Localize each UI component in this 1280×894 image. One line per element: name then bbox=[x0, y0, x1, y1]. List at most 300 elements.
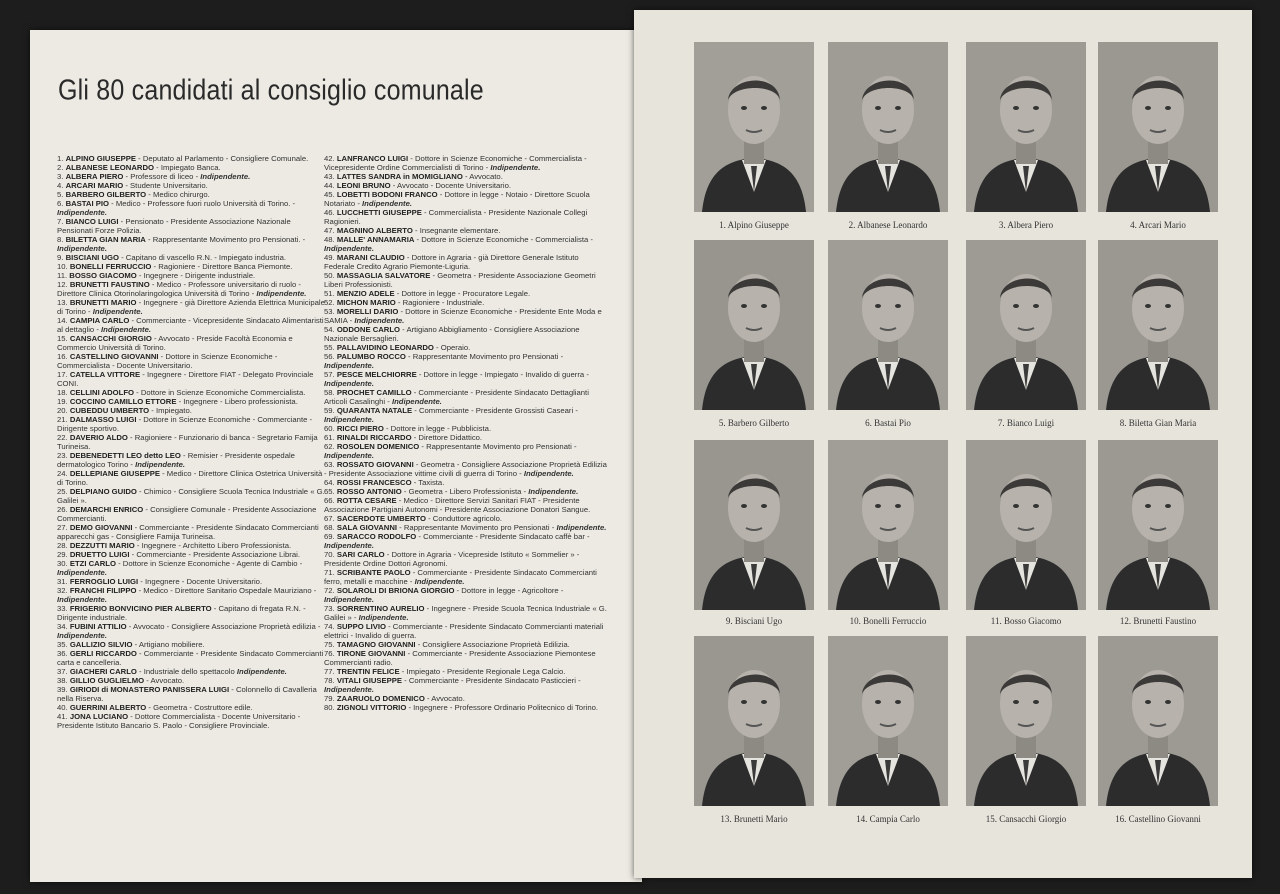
candidate-description: - Avvocato - Docente Universitario. bbox=[390, 181, 511, 190]
candidate-description: - Commerciante - Presidente Sindacato Pasticcieri - bbox=[402, 676, 581, 685]
candidate-entry bbox=[57, 712, 325, 730]
candidate-number: 14. bbox=[57, 316, 70, 325]
candidate-description: - Colonnello di Cavalleria nella Riserva. bbox=[57, 685, 317, 703]
portrait-caption: 16. Castellino Giovanni bbox=[1115, 814, 1201, 824]
candidate-description: - Geometra - Consigliere Associazione Proprietà Edilizia - Presidente Associazione vittime civili di guerra di Torino - bbox=[324, 460, 607, 478]
candidate-entry bbox=[57, 685, 325, 703]
candidate-entry bbox=[324, 343, 608, 352]
candidate-entry bbox=[324, 352, 608, 370]
candidate-entry bbox=[57, 172, 325, 181]
candidate-entry bbox=[57, 316, 325, 334]
candidate-description: - Dottore in Scienze Economiche - Commerciante - Dirigente sportivo. bbox=[57, 415, 313, 433]
candidate-entry bbox=[57, 415, 325, 433]
candidate-number: 47. bbox=[324, 226, 337, 235]
candidate-entry bbox=[57, 271, 325, 280]
candidate-number: 40. bbox=[57, 703, 70, 712]
candidate-entry bbox=[324, 181, 608, 190]
candidate-number: 23. bbox=[57, 451, 70, 460]
candidate-number: 4. bbox=[57, 181, 66, 190]
portrait-photo bbox=[828, 240, 948, 410]
candidate-entry bbox=[324, 568, 608, 586]
candidate-number: 49. bbox=[324, 253, 337, 262]
candidate-description: - Chimico - Consigliere Scuola Tecnica Industriale « G. Galilei ». bbox=[57, 487, 325, 505]
portrait-photo bbox=[694, 42, 814, 212]
candidate-entry bbox=[324, 253, 608, 271]
portrait-photo bbox=[1098, 440, 1218, 610]
candidate-description: - Consigliere Associazione Proprietà Edilizia. bbox=[415, 640, 570, 649]
candidate-name: DEZZUTTI MARIO bbox=[69, 541, 135, 550]
portrait-caption: 2. Albanese Leonardo bbox=[848, 220, 928, 230]
independent-label: Indipendente. bbox=[324, 541, 374, 550]
candidate-name: BARBERO GILBERTO bbox=[65, 190, 147, 199]
candidate-entry bbox=[57, 334, 325, 352]
candidate-number: 10. bbox=[57, 262, 70, 271]
candidate-number: 64. bbox=[324, 478, 337, 487]
candidate-description: - Ingegnere - Docente Universitario. bbox=[138, 577, 263, 586]
candidate-number: 3. bbox=[57, 172, 66, 181]
candidate-description: - Geometra - Presidente Associazione Geometri Liberi Professionisti. bbox=[324, 271, 596, 289]
candidate-description: - Dottore in legge - Impiegato - Invalido di guerra - bbox=[416, 370, 589, 379]
candidate-description: - Commerciante - Presidente Sindacato caffè bar - bbox=[416, 532, 590, 541]
candidate-portrait bbox=[1098, 42, 1218, 234]
candidate-entry bbox=[324, 235, 608, 253]
candidate-entry bbox=[324, 325, 608, 343]
portrait-caption: 4. Arcari Mario bbox=[1130, 220, 1186, 230]
candidate-portrait bbox=[828, 636, 948, 828]
independent-label: Indipendente. bbox=[324, 451, 374, 460]
candidate-entry bbox=[57, 253, 325, 262]
candidate-name: DELPIANO GUIDO bbox=[69, 487, 137, 496]
candidate-description: - Ingegnere - Dirigente industriale. bbox=[136, 271, 256, 280]
candidate-name: CUBEDDU UMBERTO bbox=[69, 406, 150, 415]
candidate-entry bbox=[324, 433, 608, 442]
candidate-name: BASTAI PIO bbox=[65, 199, 109, 208]
candidate-number: 56. bbox=[324, 352, 337, 361]
candidate-number: 1. bbox=[57, 154, 66, 163]
candidate-name: GIACHERI CARLO bbox=[69, 667, 137, 676]
candidate-portrait bbox=[828, 42, 948, 234]
candidate-name: COCCINO CAMILLO ETTORE bbox=[69, 397, 177, 406]
portrait-caption: 15. Cansacchi Giorgio bbox=[985, 814, 1067, 824]
candidate-name: CAMPIA CARLO bbox=[69, 316, 130, 325]
candidate-name: CANSACCHI GIORGIO bbox=[69, 334, 152, 343]
candidate-number: 27. bbox=[57, 523, 70, 532]
portrait-photo bbox=[694, 440, 814, 610]
candidate-entry bbox=[324, 550, 608, 568]
candidate-description: - Commerciante - Presidente Sindacato Dettaglianti Articoli Casalinghi - bbox=[324, 388, 589, 406]
candidate-description: - Impiegato - Presidente Regionale Lega Calcio. bbox=[399, 667, 566, 676]
candidate-number: 52. bbox=[324, 298, 337, 307]
candidate-number: 30. bbox=[57, 559, 70, 568]
candidate-description: - Dottore in Scienze Economiche - Commercialista - Vicepresidente Ordine Commercialisti di Torino - bbox=[324, 154, 587, 172]
candidate-entry bbox=[324, 226, 608, 235]
independent-label: Indipendente. bbox=[57, 244, 107, 253]
candidate-name: MARANI CLAUDIO bbox=[336, 253, 405, 262]
candidate-description: - Medico chirurgo. bbox=[146, 190, 210, 199]
candidate-entry bbox=[57, 469, 325, 487]
candidate-name: ROSSI FRANCESCO bbox=[336, 478, 412, 487]
portrait-photo bbox=[966, 440, 1086, 610]
candidate-entry bbox=[324, 442, 608, 460]
page-title: Gli 80 candidati al consiglio comunale bbox=[58, 74, 484, 107]
independent-label: Indipendente. bbox=[135, 460, 186, 469]
candidate-description: - Avvocato. bbox=[462, 172, 503, 181]
candidate-name: ROTTA CESARE bbox=[336, 496, 397, 505]
candidate-description: - Insegnante elementare. bbox=[412, 226, 501, 235]
candidate-entry bbox=[57, 667, 325, 676]
portrait-photo bbox=[1098, 240, 1218, 410]
portrait-photo bbox=[694, 636, 814, 806]
independent-label: Indipendente. bbox=[256, 289, 307, 298]
independent-label: Indipendente. bbox=[101, 325, 151, 334]
candidate-entry bbox=[324, 649, 608, 667]
portrait-caption: 8. Biletta Gian Maria bbox=[1119, 418, 1197, 428]
candidate-description: - Medico - Direttore Servizi Sanitari FIAT - Presidente Associazione Partigiani Autonomi - Presidente Associazione Donatori Sangue. bbox=[324, 496, 591, 514]
candidate-portrait bbox=[1098, 636, 1218, 828]
candidate-name: DALMASSO LUIGI bbox=[69, 415, 137, 424]
candidate-entry bbox=[57, 703, 325, 712]
candidate-entry bbox=[57, 406, 325, 415]
candidate-description: - Ingegnere - Preside Scuola Tecnica Industriale « G. Galilei » - bbox=[324, 604, 607, 622]
candidate-description: - Dottore in Scienze Economiche - Commercialista - Docente Universitario. bbox=[57, 352, 278, 370]
candidate-portrait bbox=[694, 240, 814, 432]
portrait-photo bbox=[966, 240, 1086, 410]
candidate-name: ALPINO GIUSEPPE bbox=[65, 154, 137, 163]
candidate-name: ZAARUOLO DOMENICO bbox=[336, 694, 425, 703]
candidate-name: GUERRINI ALBERTO bbox=[69, 703, 147, 712]
candidate-name: SALA GIOVANNI bbox=[336, 523, 398, 532]
candidate-name: FRIGERIO BONVICINO PIER ALBERTO bbox=[69, 604, 212, 613]
portrait-caption: 10. Bonelli Ferruccio bbox=[849, 616, 927, 626]
candidate-name: FRANCHI FILIPPO bbox=[69, 586, 137, 595]
candidate-entry bbox=[324, 172, 608, 181]
candidate-name: MALLE' ANNAMARIA bbox=[336, 235, 415, 244]
candidate-number: 75. bbox=[324, 640, 337, 649]
candidate-number: 67. bbox=[324, 514, 337, 523]
independent-label: Indipendente. bbox=[57, 568, 107, 577]
candidate-number: 2. bbox=[57, 163, 66, 172]
candidate-number: 62. bbox=[324, 442, 337, 451]
candidate-name: BISCIANI UGO bbox=[65, 253, 119, 262]
candidate-name: ROSSO ANTONIO bbox=[336, 487, 402, 496]
candidate-name: QUARANTA NATALE bbox=[336, 406, 413, 415]
candidate-name: PALLAVIDINO LEONARDO bbox=[336, 343, 434, 352]
portrait-caption: 13. Brunetti Mario bbox=[720, 814, 788, 824]
candidate-entry bbox=[324, 640, 608, 649]
candidate-name: DELLEPIANE GIUSEPPE bbox=[69, 469, 160, 478]
candidate-entry bbox=[57, 622, 325, 640]
candidate-name: BRUNETTI FAUSTINO bbox=[69, 280, 150, 289]
candidate-entry bbox=[57, 262, 325, 271]
candidate-entry bbox=[324, 289, 608, 298]
candidate-number: 59. bbox=[324, 406, 337, 415]
candidate-description: - Commercialista - Presidente Nazionale Collegi Ragionieri. bbox=[324, 208, 588, 226]
candidate-name: MICHON MARIO bbox=[336, 298, 396, 307]
portrait-caption: 7. Bianco Luigi bbox=[997, 418, 1055, 428]
candidate-name: SORRENTINO AURELIO bbox=[336, 604, 425, 613]
candidate-description: - Remisier - Presidente ospedale dermatologico Torino - bbox=[57, 451, 295, 469]
candidate-entry bbox=[324, 190, 608, 208]
candidate-portrait bbox=[828, 440, 948, 630]
candidate-number: 50. bbox=[324, 271, 337, 280]
candidate-number: 33. bbox=[57, 604, 70, 613]
candidate-portrait bbox=[694, 636, 814, 828]
candidate-name: LEONI BRUNO bbox=[336, 181, 391, 190]
candidate-name: GIRIODI di MONASTERO PANISSERA LUIGI bbox=[69, 685, 230, 694]
candidate-number: 80. bbox=[324, 703, 337, 712]
candidate-name: PROCHET CAMILLO bbox=[336, 388, 412, 397]
candidate-number: 60. bbox=[324, 424, 337, 433]
candidate-name: DEMO GIOVANNI bbox=[69, 523, 133, 532]
candidate-description: - Avvocato. bbox=[424, 694, 465, 703]
candidate-description: - Commerciante - Presidente Sindacato Commercianti materiali elettrici - Invalido di guerra. bbox=[324, 622, 604, 640]
candidate-name: LOBETTI BODONI FRANCO bbox=[336, 190, 438, 199]
candidate-name: JONA LUCIANO bbox=[69, 712, 129, 721]
candidate-name: GALLIZIO SILVIO bbox=[69, 640, 133, 649]
candidate-number: 45. bbox=[324, 190, 337, 199]
candidate-number: 31. bbox=[57, 577, 70, 586]
candidate-number: 79. bbox=[324, 694, 337, 703]
candidate-entry bbox=[324, 478, 608, 487]
candidate-number: 8. bbox=[57, 235, 66, 244]
candidate-description: - Medico - Professore fuori ruolo Università di Torino. - bbox=[108, 199, 296, 208]
independent-label: Indipendente. bbox=[391, 397, 442, 406]
candidate-entry bbox=[57, 280, 325, 298]
candidate-description: - Capitano di vascello R.N. - Impiegato industria. bbox=[118, 253, 287, 262]
candidate-entry bbox=[324, 154, 608, 172]
candidate-number: 58. bbox=[324, 388, 337, 397]
candidate-name: SARACCO RODOLFO bbox=[336, 532, 417, 541]
candidate-number: 21. bbox=[57, 415, 70, 424]
candidate-number: 18. bbox=[57, 388, 70, 397]
independent-label: Indipendente. bbox=[236, 667, 287, 676]
candidate-number: 73. bbox=[324, 604, 337, 613]
candidate-name: ARCARI MARIO bbox=[65, 181, 124, 190]
candidate-number: 22. bbox=[57, 433, 70, 442]
candidate-name: DRUETTO LUIGI bbox=[69, 550, 130, 559]
candidate-name: LANFRANCO LUIGI bbox=[336, 154, 409, 163]
candidate-entry bbox=[324, 604, 608, 622]
candidate-entry bbox=[324, 460, 608, 478]
independent-label: Indipendente. bbox=[362, 199, 412, 208]
candidate-number: 15. bbox=[57, 334, 70, 343]
candidate-description: - Ragioniere - Direttore Banca Piemonte. bbox=[151, 262, 293, 271]
portrait-photo bbox=[966, 636, 1086, 806]
candidate-number: 32. bbox=[57, 586, 70, 595]
candidate-list-left bbox=[57, 154, 325, 730]
candidate-number: 55. bbox=[324, 343, 337, 352]
candidate-name: ETZI CARLO bbox=[69, 559, 116, 568]
candidate-number: 37. bbox=[57, 667, 70, 676]
candidate-number: 57. bbox=[324, 370, 337, 379]
candidate-name: CELLINI ADOLFO bbox=[69, 388, 135, 397]
candidate-description: - Rappresentante Movimento pro Pensionati. - bbox=[145, 235, 306, 244]
candidate-description: - Medico - Professore universitario di ruolo - Direttore Clinica Otorinolaringologica Università di Torino - bbox=[57, 280, 301, 298]
portrait-photo bbox=[828, 636, 948, 806]
portrait-caption: 12. Brunetti Faustino bbox=[1119, 616, 1197, 626]
candidate-number: 65. bbox=[324, 487, 337, 496]
candidate-entry bbox=[57, 199, 325, 217]
independent-label: Indipendente. bbox=[324, 244, 374, 253]
candidate-number: 12. bbox=[57, 280, 70, 289]
candidate-description: - Impiegato Banca. bbox=[153, 163, 221, 172]
independent-label: Indipendente. bbox=[57, 595, 107, 604]
candidate-entry bbox=[324, 532, 608, 550]
candidate-portrait bbox=[828, 240, 948, 432]
candidate-name: MENZIO ADELE bbox=[336, 289, 395, 298]
candidate-description: - Ragioniere - Funzionario di banca - Segretario Famija Turineisa. bbox=[57, 433, 318, 451]
candidate-entry bbox=[57, 649, 325, 667]
candidate-name: CASTELLINO GIOVANNI bbox=[69, 352, 159, 361]
candidate-name: BILETTA GIAN MARIA bbox=[65, 235, 146, 244]
candidate-number: 42. bbox=[324, 154, 337, 163]
candidate-name: ZIGNOLI VITTORIO bbox=[336, 703, 407, 712]
candidate-portrait bbox=[966, 440, 1086, 630]
candidate-description: - Taxista. bbox=[411, 478, 445, 487]
candidate-description: - Dottore in Scienze Economiche - Presidente Ente Moda e SAMIA - bbox=[324, 307, 602, 325]
candidate-description: - Ragioniere - Industriale. bbox=[395, 298, 485, 307]
candidate-description: - Direttore Didattico. bbox=[411, 433, 483, 442]
candidate-description: - Ingegnere - Libero professionista. bbox=[176, 397, 298, 406]
candidate-entry bbox=[57, 181, 325, 190]
candidate-description: - Impiegato. bbox=[149, 406, 192, 415]
independent-label: Indipendente. bbox=[354, 316, 405, 325]
candidate-number: 48. bbox=[324, 235, 337, 244]
candidate-name: ALBERA PIERO bbox=[65, 172, 124, 181]
candidate-number: 72. bbox=[324, 586, 337, 595]
candidate-entry bbox=[57, 451, 325, 469]
candidate-number: 53. bbox=[324, 307, 337, 316]
candidate-number: 11. bbox=[57, 271, 70, 280]
candidate-description: - Dottore in Scienze Economiche - Commercialista - bbox=[414, 235, 593, 244]
candidate-description: - Consigliere Comunale - Presidente Associazione Commercianti. bbox=[57, 505, 317, 523]
candidate-description: - Commerciante - Vicepresidente Sindacato Alimentaristi al dettaglio - bbox=[57, 316, 324, 334]
candidate-number: 26. bbox=[57, 505, 70, 514]
candidate-number: 9. bbox=[57, 253, 66, 262]
candidate-entry bbox=[324, 370, 608, 388]
independent-label: Indipendente. bbox=[57, 631, 107, 640]
candidate-name: SOLAROLI DI BRIONA GIORGIO bbox=[336, 586, 455, 595]
candidate-name: VITALI GIUSEPPE bbox=[336, 676, 403, 685]
candidate-list-right bbox=[324, 154, 608, 712]
candidate-number: 61. bbox=[324, 433, 337, 442]
candidate-name: PALUMBO ROCCO bbox=[336, 352, 406, 361]
candidate-entry bbox=[57, 523, 325, 541]
candidate-name: BRUNETTI MARIO bbox=[69, 298, 137, 307]
candidate-description: - Avvocato - Consigliere Associazione Proprietà edilizia - bbox=[126, 622, 321, 631]
candidate-name: FERROGLIO LUIGI bbox=[69, 577, 139, 586]
candidate-name: SUPPO LIVIO bbox=[336, 622, 386, 631]
candidate-entry bbox=[324, 676, 608, 694]
candidate-description: - Dottore in legge - Procuratore Legale. bbox=[394, 289, 531, 298]
candidate-number: 43. bbox=[324, 172, 337, 181]
candidate-entry bbox=[57, 505, 325, 523]
candidate-description: - Dottore in legge - Pubblicista. bbox=[383, 424, 492, 433]
candidate-description: - Artigiano Abbigliamento - Consigliere Associazione Nazionale Bersaglieri. bbox=[324, 325, 580, 343]
candidate-number: 70. bbox=[324, 550, 337, 559]
candidate-description: - Ingegnere - Architetto Libero Professionista. bbox=[134, 541, 292, 550]
candidate-description: - Dottore in Agraria - Vicepreside Istituto « Sommelier » - Presidente Ordine Dottori Agronomi. bbox=[324, 550, 580, 568]
candidate-description: - Commerciante - Presidente Associazione Piemontese Commercianti radio. bbox=[324, 649, 596, 667]
portrait-photo bbox=[966, 42, 1086, 212]
candidate-description: - Dottore in Scienze Economiche - Agente di Cambio - bbox=[115, 559, 303, 568]
candidate-name: CATELLA VITTORE bbox=[69, 370, 141, 379]
candidate-description: - Artigiano mobiliere. bbox=[132, 640, 205, 649]
candidate-entry bbox=[57, 235, 325, 253]
candidate-name: RICCI PIERO bbox=[336, 424, 384, 433]
candidate-name: ALBANESE LEONARDO bbox=[65, 163, 154, 172]
candidate-number: 13. bbox=[57, 298, 70, 307]
candidate-entry bbox=[324, 406, 608, 424]
independent-label: Indipendente. bbox=[528, 487, 579, 496]
candidate-entry bbox=[324, 703, 608, 712]
candidate-portrait bbox=[694, 42, 814, 234]
portrait-caption: 1. Alpino Giuseppe bbox=[719, 220, 789, 230]
candidate-number: 66. bbox=[324, 496, 337, 505]
candidate-number: 36. bbox=[57, 649, 70, 658]
portrait-photo bbox=[828, 440, 948, 610]
candidate-entry bbox=[57, 559, 325, 577]
candidate-number: 74. bbox=[324, 622, 337, 631]
portrait-caption: 5. Barbero Gilberto bbox=[718, 418, 790, 428]
candidate-name: DEMARCHI ENRICO bbox=[69, 505, 144, 514]
candidate-number: 69. bbox=[324, 532, 337, 541]
candidate-description: - Rappresentante Movimento pro Pensionati - bbox=[419, 442, 577, 451]
candidate-number: 68. bbox=[324, 523, 337, 532]
candidate-entry bbox=[57, 487, 325, 505]
candidate-number: 38. bbox=[57, 676, 70, 685]
candidate-portrait bbox=[966, 636, 1086, 828]
candidate-name: DEBENEDETTI LEO detto LEO bbox=[69, 451, 181, 460]
candidate-description: - Dottore in legge - Notaio - Direttore Scuola Notariato - bbox=[324, 190, 590, 208]
candidate-description: - Commerciante - Presidente Sindacato Commercianti apparecchi gas - Consigliere Famija Turineisa. bbox=[57, 523, 319, 541]
candidate-entry bbox=[57, 397, 325, 406]
candidate-entry bbox=[324, 307, 608, 325]
candidate-entry bbox=[324, 487, 608, 496]
independent-label: Indipendente. bbox=[523, 469, 574, 478]
candidate-description: - Capitano di fregata R.N. - Dirigente industriale. bbox=[57, 604, 306, 622]
candidate-name: SACERDOTE UMBERTO bbox=[336, 514, 426, 523]
portrait-caption: 14. Campia Carlo bbox=[856, 814, 920, 824]
portrait-photo bbox=[694, 240, 814, 410]
candidate-name: MORELLI DARIO bbox=[336, 307, 399, 316]
candidate-entry bbox=[57, 217, 325, 235]
portrait-grid bbox=[634, 10, 1252, 878]
candidate-number: 6. bbox=[57, 199, 66, 208]
left-page bbox=[30, 30, 642, 882]
candidate-name: ROSOLEN DOMENICO bbox=[336, 442, 420, 451]
independent-label: Indipendente. bbox=[92, 307, 143, 316]
candidate-number: 76. bbox=[324, 649, 337, 658]
candidate-description: - Ingegnere - Direttore FIAT - Delegato Provinciale CONI. bbox=[57, 370, 314, 388]
candidate-entry bbox=[324, 667, 608, 676]
candidate-description: - Commerciante - Presidente Sindacato Commercianti ferro, metalli e macchine - bbox=[324, 568, 597, 586]
candidate-description: - Dottore Commercialista - Docente Universitario - Presidente Istituto Bancario S. Paolo - Consigliere Provinciale. bbox=[57, 712, 301, 730]
candidate-number: 19. bbox=[57, 397, 70, 406]
candidate-entry bbox=[57, 604, 325, 622]
candidate-description: - Studente Universitario. bbox=[123, 181, 208, 190]
candidate-name: MASSAGLIA SALVATORE bbox=[336, 271, 431, 280]
candidate-description: - Dottore in Agraria - già Direttore Generale Istituto Federale Credito Agrario Piemonte-Liguria. bbox=[324, 253, 579, 271]
candidate-number: 35. bbox=[57, 640, 70, 649]
candidate-name: GERLI RICCARDO bbox=[69, 649, 137, 658]
candidate-description: - Commerciante - Presidente Grossisti Caseari - bbox=[412, 406, 578, 415]
independent-label: Indipendente. bbox=[324, 595, 374, 604]
independent-label: Indipendente. bbox=[324, 685, 374, 694]
independent-label: Indipendente. bbox=[200, 172, 251, 181]
portrait-caption: 11. Bosso Giacomo bbox=[990, 616, 1062, 626]
candidate-description: - Conduttore agricolo. bbox=[425, 514, 503, 523]
